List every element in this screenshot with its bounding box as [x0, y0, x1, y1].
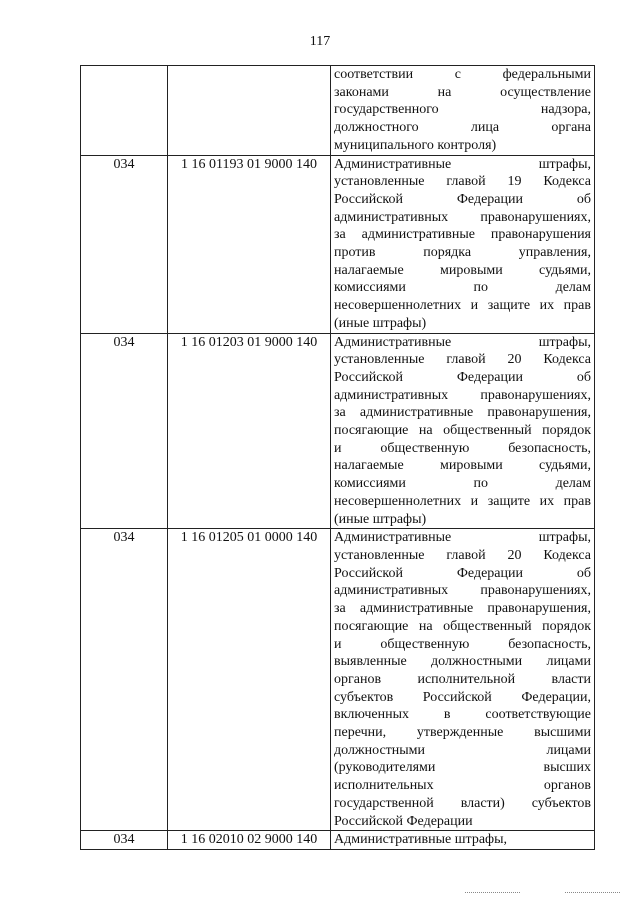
- description-line: законами на осуществление: [334, 84, 591, 100]
- description-line: комиссиями по делам: [334, 476, 591, 492]
- description-cell: [331, 831, 595, 850]
- footer-dots-right: [565, 892, 620, 893]
- page-number: 117: [309, 34, 331, 49]
- description-line: должностного лица органа: [334, 120, 591, 136]
- admin-code-cell: 034: [81, 333, 168, 529]
- description-cell: [331, 529, 595, 831]
- description-line: Административные штрафы,: [334, 156, 591, 172]
- table-row: [81, 66, 595, 156]
- description-line: муниципального контроля): [334, 137, 497, 153]
- description-line: налагаемые мировыми судьями,: [334, 458, 591, 474]
- description-cell: [331, 155, 595, 333]
- description-line: перечни, утвержденные высшими: [334, 725, 591, 741]
- description-line: выявленные должностными лицами: [334, 654, 591, 670]
- description-line: против порядка управления,: [334, 245, 591, 261]
- table-body: [81, 66, 595, 850]
- description-line: соответствии с федеральными: [334, 67, 591, 82]
- description-line: Российской Федерации об: [334, 369, 591, 385]
- budget-classification-code-cell: [168, 66, 331, 156]
- budget-classification-code-cell: 1 16 01205 01 0000 140: [168, 529, 331, 831]
- description-line: за административные правонарушения: [334, 227, 591, 243]
- description-line: исполнительных органов: [334, 778, 591, 794]
- description-line: должностными лицами: [334, 742, 591, 758]
- description-line: и общественную безопасность,: [334, 440, 591, 456]
- footer-dots-left: [465, 892, 520, 893]
- description-line: Российской Федерации об: [334, 565, 591, 581]
- description-line: за административные правонарушения,: [334, 405, 591, 421]
- budget-classification-code-cell: 1 16 01193 01 9000 140: [168, 155, 331, 333]
- admin-code-cell: 034: [81, 155, 168, 333]
- description-line: (иные штрафы): [334, 511, 427, 527]
- description-line: несовершеннолетних и защите их прав: [334, 493, 591, 509]
- table-row: [81, 831, 595, 850]
- description-line: включенных в соответствующие: [334, 707, 591, 723]
- description-line: комиссиями по делам: [334, 280, 591, 296]
- description-line: Российской Федерации об: [334, 191, 591, 207]
- revenue-code-table: [80, 65, 595, 850]
- description-line: посягающие на общественный порядок: [334, 423, 591, 439]
- description-line: административных правонарушениях,: [334, 387, 591, 403]
- budget-classification-code-cell: 1 16 02010 02 9000 140: [168, 831, 331, 850]
- description-line: установленные главой 19 Кодекса: [334, 174, 591, 190]
- description-line: Российской Федерации: [334, 813, 473, 829]
- description-line: государственной власти) субъектов: [334, 795, 591, 811]
- description-line: (руководителями высших: [334, 760, 591, 776]
- description-line: установленные главой 20 Кодекса: [334, 352, 591, 368]
- table-row: [81, 529, 595, 831]
- admin-code-cell: 034: [81, 529, 168, 831]
- table-row: [81, 333, 595, 529]
- description-line: несовершеннолетних и защите их прав: [334, 298, 591, 314]
- description-line: и общественную безопасность,: [334, 636, 591, 652]
- description-line: Административные штрафы,: [334, 832, 508, 848]
- description-cell: [331, 66, 595, 156]
- description-line: налагаемые мировыми судьями,: [334, 262, 591, 278]
- description-line: органов исполнительной власти: [334, 671, 591, 687]
- description-line: административных правонарушениях,: [334, 583, 591, 599]
- description-cell: [331, 333, 595, 529]
- description-line: государственного надзора,: [334, 102, 591, 118]
- description-line: за административные правонарушения,: [334, 601, 591, 617]
- description-line: субъектов Российской Федерации,: [334, 689, 591, 705]
- table-row: [81, 155, 595, 333]
- description-line: административных правонарушениях,: [334, 209, 591, 225]
- description-line: Административные штрафы,: [334, 334, 591, 350]
- description-line: Административные штрафы,: [334, 530, 591, 546]
- description-line: (иные штрафы): [334, 315, 427, 331]
- admin-code-cell: 034: [81, 831, 168, 850]
- budget-classification-code-cell: 1 16 01203 01 9000 140: [168, 333, 331, 529]
- description-line: установленные главой 20 Кодекса: [334, 547, 591, 563]
- admin-code-cell: [81, 66, 168, 156]
- description-line: посягающие на общественный порядок: [334, 618, 591, 634]
